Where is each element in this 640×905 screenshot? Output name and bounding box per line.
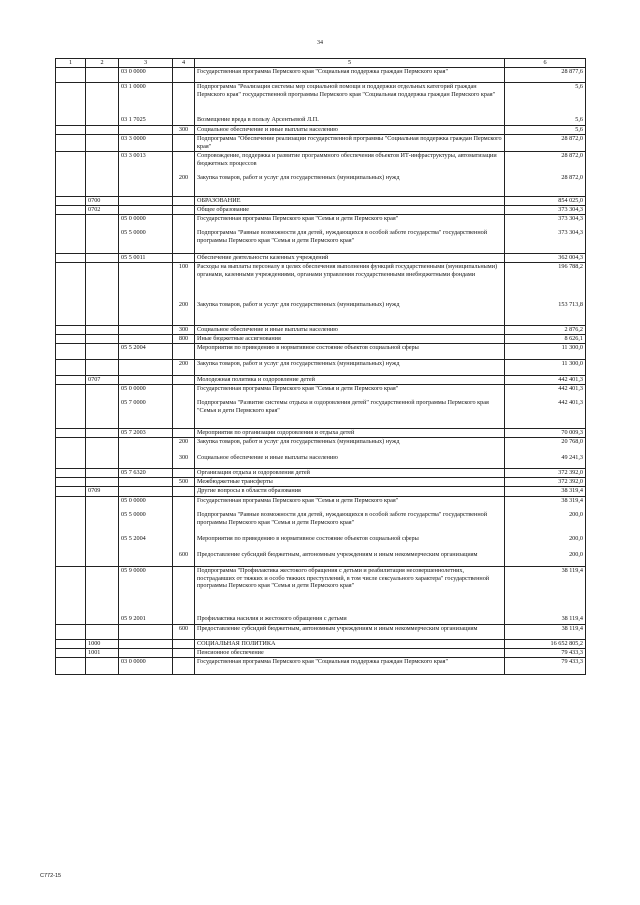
cell-c3: 05 0 0000 (119, 215, 173, 230)
cell-c5: Подпрограмма "Равные возможности для детей, нуждающихся в особой заботе государства" государственной программы Пермского края "Семья и дети Пермского края" (195, 511, 505, 535)
cell-c1 (56, 135, 86, 152)
cell-c5: Социальное обеспечение и иные выплаты населению (195, 126, 505, 135)
cell-c6: 373 304,3 (505, 229, 586, 254)
cell-c6: 200,0 (505, 511, 586, 535)
cell-c2 (86, 625, 119, 640)
table-row (56, 301, 586, 326)
cell-c3 (119, 263, 173, 302)
cell-c2 (86, 360, 119, 376)
cell-c3 (119, 438, 173, 455)
cell-c5: Подпрограмма "Равные возможности для детей, нуждающихся в особой заботе государства" государственной программы Пермского края "Семья и дети Пермского края" (195, 229, 505, 254)
cell-c5: Государственная программа Пермского края "Социальная поддержка граждан Пермского края" (195, 68, 505, 83)
cell-c3: 03 3 0013 (119, 152, 173, 175)
cell-c4 (173, 487, 195, 497)
cell-c1 (56, 487, 86, 497)
cell-c4 (173, 68, 195, 83)
cell-c2 (86, 215, 119, 230)
cell-c4: 500 (173, 478, 195, 487)
cell-c1 (56, 254, 86, 263)
table-row (56, 197, 586, 206)
cell-c5: Подпрограмма "Обеспечение реализации государственной программы "Социальная поддержка граждан Пермского края" (195, 135, 505, 152)
cell-c5: Общее образование (195, 206, 505, 215)
cell-c2 (86, 535, 119, 551)
cell-c5: Государственная программа Пермского края "Семья и дети Пермского края" (195, 497, 505, 512)
cell-c2 (86, 263, 119, 302)
table-row (56, 658, 586, 675)
cell-c4 (173, 385, 195, 400)
cell-c6: 28 872,0 (505, 135, 586, 152)
cell-c2: 1001 (86, 649, 119, 658)
table-row (56, 487, 586, 497)
table-row (56, 567, 586, 616)
cell-c2: 0707 (86, 376, 119, 385)
table-row (56, 215, 586, 230)
cell-c1 (56, 535, 86, 551)
cell-c2: 0709 (86, 487, 119, 497)
table-row (56, 551, 586, 567)
cell-c3 (119, 360, 173, 376)
cell-c4 (173, 215, 195, 230)
cell-c2 (86, 68, 119, 83)
cell-c1 (56, 658, 86, 675)
cell-c6: 373 304,3 (505, 215, 586, 230)
table-row (56, 83, 586, 117)
cell-c4: 800 (173, 335, 195, 344)
cell-c2 (86, 399, 119, 429)
table-row (56, 206, 586, 215)
cell-c4 (173, 83, 195, 117)
table-row (56, 360, 586, 376)
cell-c5: Подпрограмма "Профилактика жестокого обращения с детьми и реабилитация несовершеннолетних, пострадавших от тяжких и особо тяжких преступлений, в том числе сексуального характера" государственной программы Пермского края "Семья и дети Пермского края" (195, 567, 505, 616)
cell-c3 (119, 326, 173, 335)
table-row (56, 469, 586, 478)
cell-c4 (173, 206, 195, 215)
cell-c3: 05 9 0000 (119, 567, 173, 616)
cell-c3: 05 5 0011 (119, 254, 173, 263)
table-row (56, 263, 586, 302)
cell-c1 (56, 301, 86, 326)
cell-c6: 5,6 (505, 126, 586, 135)
cell-c1 (56, 344, 86, 360)
cell-c4 (173, 152, 195, 175)
cell-c1 (56, 116, 86, 126)
cell-c4 (173, 640, 195, 649)
table-row (56, 335, 586, 344)
cell-c3 (119, 197, 173, 206)
cell-c3 (119, 625, 173, 640)
table-header-row (56, 59, 586, 68)
cell-c5: Социальное обеспечение и иные выплаты населению (195, 454, 505, 469)
cell-c1 (56, 335, 86, 344)
cell-c3: 05 9 2001 (119, 615, 173, 625)
cell-c5: Социальное обеспечение и иные выплаты населению (195, 326, 505, 335)
cell-c4 (173, 497, 195, 512)
header-col-6: 6 (505, 59, 586, 68)
cell-c6: 38 319,4 (505, 487, 586, 497)
cell-c3 (119, 301, 173, 326)
cell-c6: 79 433,3 (505, 658, 586, 675)
cell-c3 (119, 487, 173, 497)
table-row (56, 174, 586, 197)
cell-c5: Межбюджетные трансферты (195, 478, 505, 487)
cell-c5: Организация отдыха и оздоровления детей (195, 469, 505, 478)
cell-c1 (56, 649, 86, 658)
cell-c4 (173, 649, 195, 658)
table-row (56, 116, 586, 126)
cell-c1 (56, 385, 86, 400)
cell-c2 (86, 385, 119, 400)
cell-c2 (86, 497, 119, 512)
cell-c2 (86, 438, 119, 455)
cell-c2 (86, 301, 119, 326)
cell-c5: Расходы на выплаты персоналу в целях обеспечения выполнения функций государственными (муниципальными) органами, казенными учреждениями, органами управления государственными внебюджетными фондами (195, 263, 505, 302)
cell-c1 (56, 399, 86, 429)
cell-c6: 442 401,3 (505, 385, 586, 400)
cell-c5: Закупка товаров, работ и услуг для государственных (муниципальных) нужд (195, 438, 505, 455)
cell-c5: Возмещение вреда в пользу Арсентьевой Л.П. (195, 116, 505, 126)
cell-c6: 196 788,2 (505, 263, 586, 302)
cell-c1 (56, 497, 86, 512)
cell-c5: Закупка товаров, работ и услуг для государственных (муниципальных) нужд (195, 301, 505, 326)
cell-c3 (119, 478, 173, 487)
cell-c1 (56, 263, 86, 302)
cell-c3 (119, 649, 173, 658)
cell-c4 (173, 254, 195, 263)
cell-c1 (56, 360, 86, 376)
cell-c5: Государственная программа Пермского края "Социальная поддержка граждан Пермского края" (195, 658, 505, 675)
cell-c6: 2 876,2 (505, 326, 586, 335)
cell-c6: 153 713,8 (505, 301, 586, 326)
table-row (56, 229, 586, 254)
table-row (56, 399, 586, 429)
cell-c2 (86, 174, 119, 197)
cell-c3: 03 3 0000 (119, 135, 173, 152)
cell-c3: 05 0 0000 (119, 385, 173, 400)
cell-c1 (56, 326, 86, 335)
cell-c3 (119, 335, 173, 344)
table-row (56, 68, 586, 83)
cell-c1 (56, 429, 86, 438)
cell-c2 (86, 344, 119, 360)
header-col-2: 2 (86, 59, 119, 68)
cell-c6: 200,0 (505, 535, 586, 551)
cell-c3 (119, 454, 173, 469)
cell-c4 (173, 229, 195, 254)
cell-c2 (86, 116, 119, 126)
table-row (56, 376, 586, 385)
cell-c4 (173, 116, 195, 126)
cell-c3: 03 1 0000 (119, 83, 173, 117)
table-row (56, 649, 586, 658)
cell-c6: 38 319,4 (505, 497, 586, 512)
cell-c1 (56, 68, 86, 83)
cell-c2 (86, 478, 119, 487)
cell-c6: 38 119,4 (505, 615, 586, 625)
cell-c2 (86, 335, 119, 344)
cell-c4 (173, 399, 195, 429)
header-col-5: 5 (195, 59, 505, 68)
cell-c6: 28 872,0 (505, 174, 586, 197)
cell-c6: 372 392,0 (505, 478, 586, 487)
cell-c4 (173, 429, 195, 438)
cell-c4 (173, 535, 195, 551)
cell-c3 (119, 126, 173, 135)
cell-c2 (86, 454, 119, 469)
header-col-3: 3 (119, 59, 173, 68)
cell-c1 (56, 615, 86, 625)
cell-c5: СОЦИАЛЬНАЯ ПОЛИТИКА (195, 640, 505, 649)
cell-c5: Мероприятия по приведению в нормативное состояние объектов социальной сферы (195, 535, 505, 551)
cell-c3: 05 5 2004 (119, 344, 173, 360)
cell-c2 (86, 135, 119, 152)
cell-c2 (86, 254, 119, 263)
cell-c5: Другие вопросы в области образования (195, 487, 505, 497)
footer-code: С772-15 (40, 873, 62, 879)
cell-c4 (173, 197, 195, 206)
header-col-4: 4 (173, 59, 195, 68)
cell-c6: 11 300,0 (505, 344, 586, 360)
cell-c1 (56, 551, 86, 567)
cell-c6: 200,0 (505, 551, 586, 567)
cell-c3 (119, 174, 173, 197)
cell-c3 (119, 640, 173, 649)
cell-c6: 372 392,0 (505, 469, 586, 478)
cell-c1 (56, 126, 86, 135)
table-row (56, 625, 586, 640)
cell-c2 (86, 469, 119, 478)
table-row (56, 497, 586, 512)
cell-c3 (119, 551, 173, 567)
table-row (56, 511, 586, 535)
cell-c6: 442 401,3 (505, 376, 586, 385)
cell-c3: 05 0 0000 (119, 497, 173, 512)
cell-c3 (119, 376, 173, 385)
cell-c3 (119, 206, 173, 215)
cell-c2 (86, 83, 119, 117)
cell-c2: 0700 (86, 197, 119, 206)
table-row (56, 615, 586, 625)
table-row (56, 326, 586, 335)
cell-c2: 1000 (86, 640, 119, 649)
cell-c6: 8 626,1 (505, 335, 586, 344)
cell-c4: 100 (173, 263, 195, 302)
page-number: 34 (317, 40, 323, 46)
cell-c5: Профилактика насилия и жестокого обращения с детьми (195, 615, 505, 625)
cell-c4 (173, 135, 195, 152)
table-row (56, 454, 586, 469)
cell-c4: 600 (173, 551, 195, 567)
cell-c5: Государственная программа Пермского края "Семья и дети Пермского края" (195, 215, 505, 230)
cell-c1 (56, 197, 86, 206)
cell-c4 (173, 615, 195, 625)
cell-c6: 38 119,4 (505, 625, 586, 640)
cell-c3: 05 5 0000 (119, 229, 173, 254)
cell-c1 (56, 83, 86, 117)
header-col-1: 1 (56, 59, 86, 68)
cell-c1 (56, 454, 86, 469)
cell-c5: Закупка товаров, работ и услуг для государственных (муниципальных) нужд (195, 174, 505, 197)
cell-c3: 03 1 7025 (119, 116, 173, 126)
cell-c1 (56, 215, 86, 230)
cell-c6: 16 652 805,2 (505, 640, 586, 649)
cell-c6: 20 768,0 (505, 438, 586, 455)
cell-c1 (56, 438, 86, 455)
cell-c2 (86, 511, 119, 535)
table-row (56, 126, 586, 135)
table-row (56, 438, 586, 455)
cell-c4: 300 (173, 126, 195, 135)
cell-c4: 200 (173, 301, 195, 326)
cell-c5: Пенсионное обеспечение (195, 649, 505, 658)
cell-c5: Обеспечение деятельности казенных учреждений (195, 254, 505, 263)
cell-c2 (86, 567, 119, 616)
table-row (56, 344, 586, 360)
cell-c2 (86, 152, 119, 175)
cell-c2 (86, 658, 119, 675)
cell-c5: Предоставление субсидий бюджетным, автономным учреждениям и иным некоммерческим организациям (195, 625, 505, 640)
cell-c6: 362 004,3 (505, 254, 586, 263)
cell-c4 (173, 344, 195, 360)
cell-c6: 79 433,3 (505, 649, 586, 658)
cell-c5: Молодежная политика и оздоровление детей (195, 376, 505, 385)
table-row (56, 135, 586, 152)
cell-c1 (56, 229, 86, 254)
cell-c5: Иные бюджетные ассигнования (195, 335, 505, 344)
budget-table (55, 58, 586, 675)
cell-c1 (56, 469, 86, 478)
cell-c4 (173, 658, 195, 675)
cell-c4 (173, 567, 195, 616)
table-row (56, 640, 586, 649)
cell-c4 (173, 511, 195, 535)
table-row (56, 254, 586, 263)
cell-c3: 05 5 2004 (119, 535, 173, 551)
cell-c2 (86, 429, 119, 438)
cell-c4: 300 (173, 454, 195, 469)
cell-c6: 11 300,0 (505, 360, 586, 376)
cell-c6: 442 401,3 (505, 399, 586, 429)
cell-c2 (86, 326, 119, 335)
cell-c5: ОБРАЗОВАНИЕ (195, 197, 505, 206)
cell-c4: 300 (173, 326, 195, 335)
cell-c3: 05 7 6320 (119, 469, 173, 478)
cell-c4: 200 (173, 360, 195, 376)
cell-c6: 5,6 (505, 83, 586, 117)
cell-c1 (56, 567, 86, 616)
cell-c4: 200 (173, 174, 195, 197)
cell-c2: 0702 (86, 206, 119, 215)
cell-c5: Подпрограмма "Реализация системы мер социальной помощи и поддержки отдельных категорий граждан Пермского края" государственной программы Пермского края "Социальная поддержка граждан Пермского края" (195, 83, 505, 117)
cell-c1 (56, 478, 86, 487)
cell-c4 (173, 376, 195, 385)
table-row (56, 385, 586, 400)
cell-c4 (173, 469, 195, 478)
cell-c6: 854 025,0 (505, 197, 586, 206)
table-row (56, 429, 586, 438)
cell-c4: 200 (173, 438, 195, 455)
cell-c6: 38 119,4 (505, 567, 586, 616)
cell-c5: Подпрограмма "Развитие системы отдыха и оздоровления детей" государственной программы Пермского края "Семья и дети Пермского края" (195, 399, 505, 429)
cell-c2 (86, 229, 119, 254)
cell-c2 (86, 126, 119, 135)
table-row (56, 535, 586, 551)
cell-c3: 05 7 2003 (119, 429, 173, 438)
cell-c1 (56, 640, 86, 649)
cell-c6: 373 304,3 (505, 206, 586, 215)
cell-c6: 49 241,3 (505, 454, 586, 469)
cell-c3: 05 5 0000 (119, 511, 173, 535)
cell-c1 (56, 152, 86, 175)
cell-c1 (56, 511, 86, 535)
cell-c5: Мероприятия по организации оздоровления и отдыха детей (195, 429, 505, 438)
cell-c6: 5,6 (505, 116, 586, 126)
cell-c6: 28 877,6 (505, 68, 586, 83)
cell-c1 (56, 376, 86, 385)
table-row (56, 152, 586, 175)
cell-c5: Государственная программа Пермского края "Семья и дети Пермского края" (195, 385, 505, 400)
cell-c2 (86, 551, 119, 567)
cell-c1 (56, 206, 86, 215)
cell-c3: 05 7 0000 (119, 399, 173, 429)
cell-c3: 03 0 0000 (119, 68, 173, 83)
cell-c2 (86, 615, 119, 625)
cell-c5: Закупка товаров, работ и услуг для государственных (муниципальных) нужд (195, 360, 505, 376)
table-body (56, 59, 586, 675)
cell-c1 (56, 625, 86, 640)
table-row (56, 478, 586, 487)
cell-c1 (56, 174, 86, 197)
cell-c6: 28 872,0 (505, 152, 586, 175)
cell-c6: 70 009,3 (505, 429, 586, 438)
cell-c5: Сопровождение, поддержка и развитие программного обеспечения объектов ИТ-инфраструктуры, автоматизации бюджетных процессов (195, 152, 505, 175)
cell-c4: 600 (173, 625, 195, 640)
cell-c5: Предоставление субсидий бюджетным, автономным учреждениям и иным некоммерческим организациям (195, 551, 505, 567)
cell-c3: 03 0 0000 (119, 658, 173, 675)
cell-c5: Мероприятия по приведению в нормативное состояние объектов социальной сферы (195, 344, 505, 360)
